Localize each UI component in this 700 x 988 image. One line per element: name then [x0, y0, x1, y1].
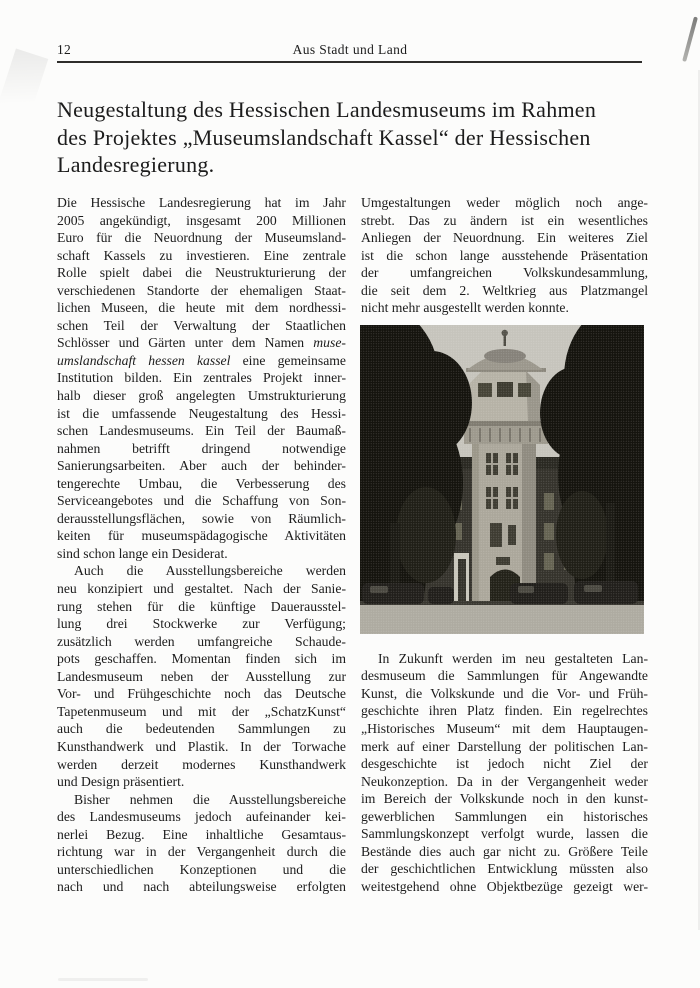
- text-line: lung drei Stockwerke zur Verfügung;: [57, 616, 346, 632]
- text-line: umslandschaft hessen kassel eine gemeinsame: [57, 352, 346, 368]
- text-line: In Zukunft werden im neu gestalteten Lan-: [378, 650, 648, 666]
- text-line: im Bereich der Volkskunde noch in den kunst-: [361, 791, 648, 807]
- text-line: Rolle spielt dabei die Neustrukturierung der: [57, 265, 346, 281]
- text-line: der geschichtlichen Entwicklung müssten also: [361, 861, 648, 877]
- text-line: Sammlungskonzept verfolgt wurde, lassen die: [361, 826, 648, 842]
- paragraph: [57, 562, 346, 790]
- text-line: rung stehen für die künftige Dauerausstel-: [57, 598, 346, 614]
- text-line: verschiedenen Standorte der ehemaligen Staat-: [57, 282, 346, 298]
- text-line: schaft Kassels zu investieren. Eine zentrale: [57, 247, 346, 263]
- museum-photo-illustration: [360, 325, 644, 634]
- text-line: die seit dem 2. Weltkrieg aus Platzmangel: [361, 282, 648, 298]
- text-line: und Design präsentiert.: [57, 774, 185, 790]
- text-line: Die Hessische Landesregierung hat im Jahr: [57, 195, 346, 210]
- text-line: halb dieser groß angelegten Umstrukturierung: [57, 388, 346, 404]
- text-line: keiten für museumspädagogische Aktivitäten: [57, 528, 346, 544]
- title-line: des Projektes „Museumslandschaft Kassel“ der Hessischen: [57, 124, 591, 150]
- paragraph: [57, 791, 346, 896]
- right-column: [361, 194, 648, 895]
- museum-photo: [360, 325, 644, 634]
- text-line: derausstellungsflächen, sowie von Räumlich-: [57, 510, 346, 526]
- text-line: unterschiedlichen Konzeptionen und die: [57, 861, 346, 877]
- text-line: Sanierungsarbeiten. Aber auch der behinder-: [57, 458, 346, 474]
- text-line: auch die bedeutenden Sammlungen zu: [57, 721, 346, 737]
- text-line: nicht mehr ausgestellt werden konnte.: [361, 300, 569, 316]
- text-line: desmuseum die Sammlungen für Angewandte: [361, 668, 648, 684]
- running-header: Aus Stadt und Land: [292, 42, 408, 57]
- text-line: ist die schon lange ausstehende Präsentation: [361, 247, 648, 263]
- text-line: geschichte ihren Platz finden. Ein regelrechtes: [361, 703, 648, 719]
- text-line: strebt. Das zu ändern ist ein wesentliches: [361, 212, 648, 228]
- text-line: nahmen betrifft dringend notwendige: [57, 440, 346, 456]
- text-line: Bestände dies auch gar nicht zu. Größere Teile: [361, 843, 648, 859]
- text-line: weitestgehend ohne Objektbezüge gezeigt wer-: [361, 878, 648, 894]
- title-line: Landesregierung.: [57, 152, 215, 178]
- text-line: gewerblichen Sammlungen ein historisches: [361, 808, 648, 824]
- text-line: nerlei Bezug. Eine inhaltliche Gesamtaus-: [57, 826, 346, 842]
- text-line: 2005 angekündigt, insgesamt 200 Millionen: [57, 212, 346, 228]
- scan-smudge-bottom-left: [58, 978, 148, 981]
- text-line: Landesmuseum neben der Ausstellung zur: [57, 668, 346, 684]
- text-line: pots geschaffen. Momentan finden sich im: [57, 651, 346, 667]
- text-line: Auch die Ausstellungsbereiche werden: [74, 563, 346, 579]
- text-line: Bisher nehmen die Ausstellungsbereiche: [74, 791, 346, 807]
- left-column: [57, 194, 346, 896]
- text-line: Umgestaltungen weder möglich noch ange-: [361, 195, 648, 210]
- title-line: Neugestaltung des Hessischen Landesmuseums im Rahmen: [57, 97, 597, 122]
- text-line: Kunsthandwerk und Plastik. In der Torwache: [57, 738, 346, 754]
- text-line: Tapetenmuseum und mit der „SchatzKunst“: [57, 703, 346, 719]
- text-line: Institution bilden. Ein zentrales Projekt inner-: [57, 370, 346, 386]
- text-line: Neukonzeption. Da in der Vergangenheit weder: [361, 773, 648, 789]
- article-title: [57, 96, 649, 179]
- text-line: nach und nach abteilungsweise erfolgten: [57, 879, 346, 895]
- text-line: des Landesmuseums jedoch aufeinander kei-: [57, 809, 346, 825]
- text-line: lichen Museen, die heute mit dem nordhessi-: [57, 300, 346, 316]
- text-line: Anliegen der Neuordnung. Ein weiteres Ziel: [361, 230, 648, 246]
- text-line: schen Landesmuseums. Ein Teil der Baumaß-: [57, 423, 346, 439]
- text-line: richtung war in der Vergangenheit durch die: [57, 844, 346, 860]
- paragraph: [361, 194, 648, 317]
- text-line: werden derzeit modernes Kunsthandwerk: [57, 756, 346, 772]
- text-line: zusätzlich werden umfangreiche Schaude-: [57, 633, 346, 649]
- text-line: desgeschichte ist jedoch nicht Ziel der: [361, 756, 648, 772]
- header-rule: [57, 61, 642, 63]
- page-number: 12: [57, 42, 72, 57]
- right-column-top: [361, 194, 648, 317]
- text-line: Schlösser und Gärten unter dem Namen muse-: [57, 335, 346, 351]
- paragraph: [57, 194, 346, 562]
- text-line: Euro für die Neuordnung der Museumsland-: [57, 230, 346, 246]
- text-line: Kunst, die Volkskunde und die Vor- und Früh-: [361, 685, 648, 701]
- text-line: Serviceangebotes und die Schaffung von Son-: [57, 493, 346, 509]
- text-line: neu konzipiert und gestaltet. Nach der Sanie-: [57, 581, 346, 597]
- text-line: tengerechte Umbau, die Verbesserung des: [57, 475, 346, 491]
- paragraph: [361, 650, 648, 896]
- scan-smudge-top-left: [0, 49, 48, 128]
- text-line: schen Teil der Verwaltung der Staatlichen: [57, 317, 346, 333]
- text-line: ist die umfassende Neugestaltung des Hessi-: [57, 405, 346, 421]
- right-column-bottom: [361, 650, 648, 896]
- text-line: „Historisches Museum“ mit dem Hauptaugen-: [361, 721, 648, 737]
- text-line: der umfangreichen Volkskundesammlung,: [361, 265, 648, 281]
- text-line: Vor- und Frühgeschichte noch das Deutsche: [57, 686, 346, 702]
- text-line: merk auf einer Darstellung der politischen Lan-: [361, 738, 648, 754]
- text-line: sind schon lange ein Desiderat.: [57, 545, 228, 561]
